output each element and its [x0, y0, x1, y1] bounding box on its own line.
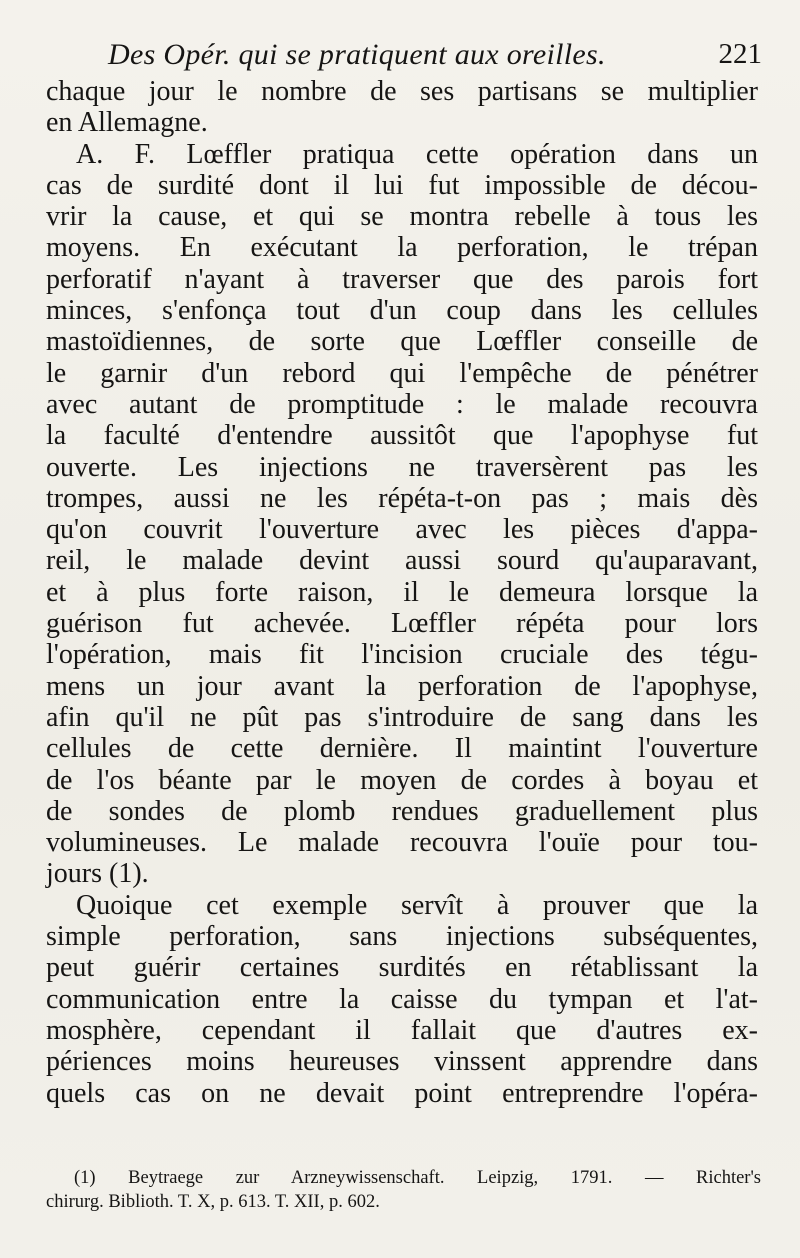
text-line: ouverte. Les injections ne traversèrent pas les: [46, 451, 758, 483]
text-line: simple perforation, sans injections subséquentes,: [46, 921, 758, 953]
text-line: de sondes de plomb rendues graduellement plus: [46, 795, 758, 827]
text-line: perforatif n'ayant à traverser que des parois fort: [46, 263, 758, 295]
text-line: minces, s'enfonça tout d'un coup dans les cellules: [46, 295, 758, 327]
page-header: [108, 38, 762, 74]
text-line: trompes, aussi ne les répéta-t-on pas ; mais dès: [46, 482, 758, 514]
text-line: mens un jour avant la perforation de l'apophyse,: [46, 670, 758, 702]
footnote-line: (1) Beytraege zur Arzneywissenschaft. Leipzig, 1791. — Richter's: [74, 1168, 761, 1188]
body-text: [46, 76, 758, 1109]
running-head: Des Opér. qui se pratiquent aux oreilles.: [108, 38, 606, 71]
text-line: Quoique cet exemple servît à prouver que la: [76, 889, 758, 921]
text-line: le garnir d'un rebord qui l'empêche de pénétrer: [46, 357, 758, 389]
text-line: mosphère, cependant il fallait que d'autres ex-: [46, 1014, 758, 1046]
text-line: la faculté d'entendre aussitôt que l'apophyse fut: [46, 420, 758, 452]
footnote-line: chirurg. Biblioth. T. X, p. 613. T. XII, p. 602.: [46, 1192, 380, 1212]
page-number: 221: [718, 38, 762, 70]
text-line: vrir la cause, et qui se montra rebelle à tous les: [46, 201, 758, 233]
text-line: reil, le malade devint aussi sourd qu'auparavant,: [46, 545, 758, 577]
text-line: communication entre la caisse du tympan et l'at-: [46, 983, 758, 1015]
text-line: moyens. En exécutant la perforation, le trépan: [46, 232, 758, 264]
text-line: volumineuses. Le malade recouvra l'ouïe pour tou-: [46, 827, 758, 859]
text-line: chaque jour le nombre de ses partisans se multiplier: [46, 76, 758, 107]
text-line: guérison fut achevée. Lœffler répéta pour lors: [46, 608, 758, 640]
footnote: [46, 1166, 761, 1214]
text-line: de l'os béante par le moyen de cordes à boyau et: [46, 764, 758, 796]
text-line: en Allemagne.: [46, 107, 208, 139]
text-line: peut guérir certaines surdités en rétablissant la: [46, 952, 758, 984]
text-line: cas de surdité dont il lui fut impossible de décou-: [46, 169, 758, 201]
text-line: qu'on couvrit l'ouverture avec les pièces d'appa-: [46, 514, 758, 546]
text-line: périences moins heureuses vinssent apprendre dans: [46, 1046, 758, 1078]
text-line: A. F. Lœffler pratiqua cette opération dans un: [76, 138, 758, 170]
text-line: avec autant de promptitude : le malade recouvra: [46, 388, 758, 420]
text-line: quels cas on ne devait point entreprendre l'opéra-: [46, 1077, 758, 1109]
text-line: cellules de cette dernière. Il maintint l'ouverture: [46, 733, 758, 765]
text-line: jours (1).: [46, 858, 149, 890]
text-line: afin qu'il ne pût pas s'introduire de sang dans les: [46, 701, 758, 733]
text-line: mastoïdiennes, de sorte que Lœffler conseille de: [46, 326, 758, 358]
text-line: et à plus forte raison, il le demeura lorsque la: [46, 576, 758, 608]
text-line: l'opération, mais fit l'incision cruciale des tégu-: [46, 639, 758, 671]
